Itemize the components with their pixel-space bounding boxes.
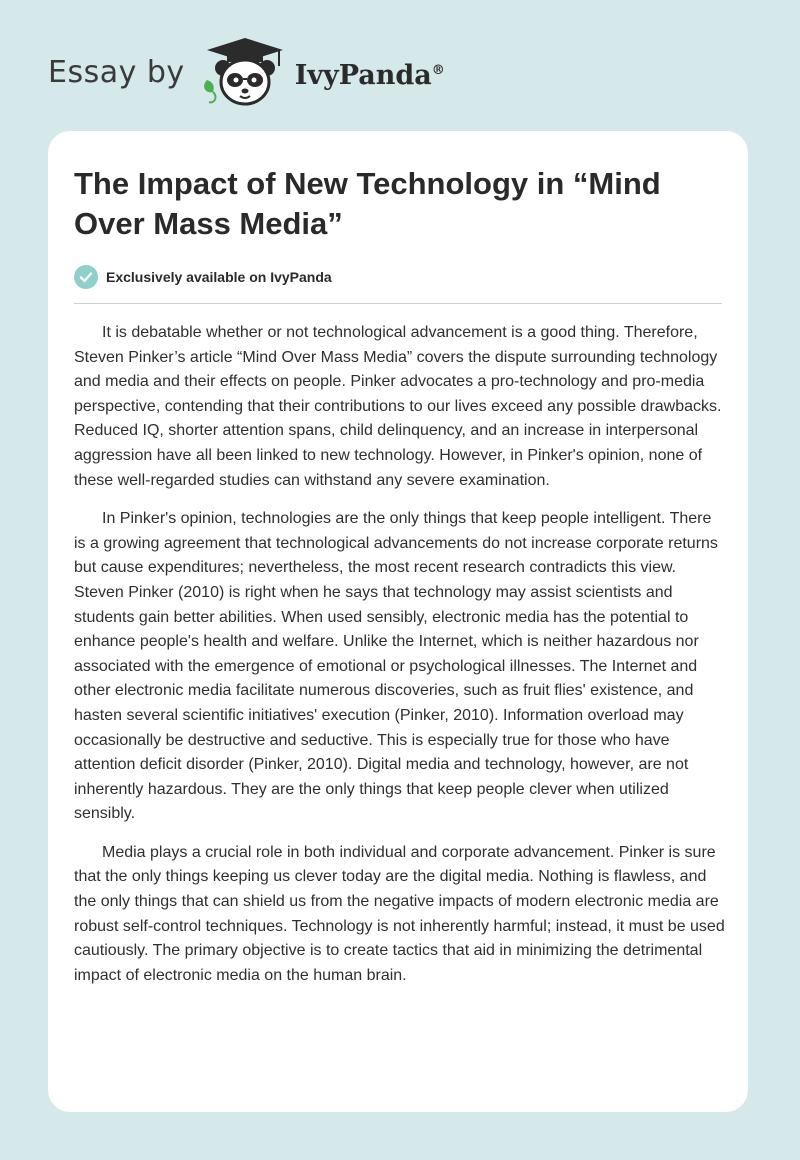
- panda-graduate-icon: [199, 36, 291, 108]
- essay-body: [74, 321, 726, 1002]
- divider: [74, 303, 722, 304]
- paragraph: It is debatable whether or not technological advancement is a good thing. Therefore, Steven Pinker’s article “Mind Over Mass Media” covers the dispute surrounding technology and media and their effects on people. Pinker advocates a pro-technology and pro-media perspective, contending that their contributions to our lives exceed any possible drawbacks. Reduced IQ, shorter attention spans, child delinquency, and an increase in interpersonal aggression have all been linked to new technology. However, in Pinker's opinion, none of these well-regarded studies can withstand any severe examination.: [74, 324, 722, 489]
- checkmark-icon: [79, 270, 93, 284]
- paragraph: In Pinker's opinion, technologies are the only things that keep people intelligent. There is a growing agreement that technological advancements do not increase corporate returns but cause expenditures; nevertheless, the most recent research contradicts this view. Steven Pinker (2010) is right when he says that technology may assist scientists and students gain better abilities. When used sensibly, electronic media has the potential to enhance people's health and welfare. Unlike the Internet, which is neither hazardous nor associated with the emergence of emotional or psychological illnesses. The Internet and other electronic media facilitate numerous discoveries, such as fruit flies' existence, and hasten several scientific initiatives' execution (Pinker, 2010). Information overload may occasionally be destructive and seductive. This is especially true for those who have attention deficit disorder (Pinker, 2010). Digital media and technology, however, are not inherently hazardous. They are the only things that keep people clever when utilized sensibly.: [74, 510, 718, 823]
- paragraph: Media plays a crucial role in both individual and corporate advancement. Pinker is sure that the only things keeping us clever today are the digital media. Nothing is flawless, and the only things that can shield us from the negative impacts of modern electronic media are robust self-control techniques. Technology is not inherently harmful; instead, it must be used cautiously. The primary objective is to create tactics that aid in minimizing the detrimental impact of electronic media on the human brain.: [74, 843, 725, 984]
- essay-card: [48, 131, 748, 1112]
- brand-name: [295, 60, 445, 91]
- exclusive-badge-label: Exclusively available on IvyPanda: [106, 269, 332, 285]
- essay-by-label: Essay by: [48, 54, 185, 90]
- brand-label: IvyPanda: [294, 59, 432, 91]
- registered-mark: ®: [431, 62, 445, 78]
- check-circle-icon: [74, 265, 98, 289]
- essay-title: The Impact of New Technology in “Mind Over Mass Media”: [74, 166, 661, 241]
- site-header: [48, 36, 548, 108]
- exclusive-badge: [74, 264, 332, 290]
